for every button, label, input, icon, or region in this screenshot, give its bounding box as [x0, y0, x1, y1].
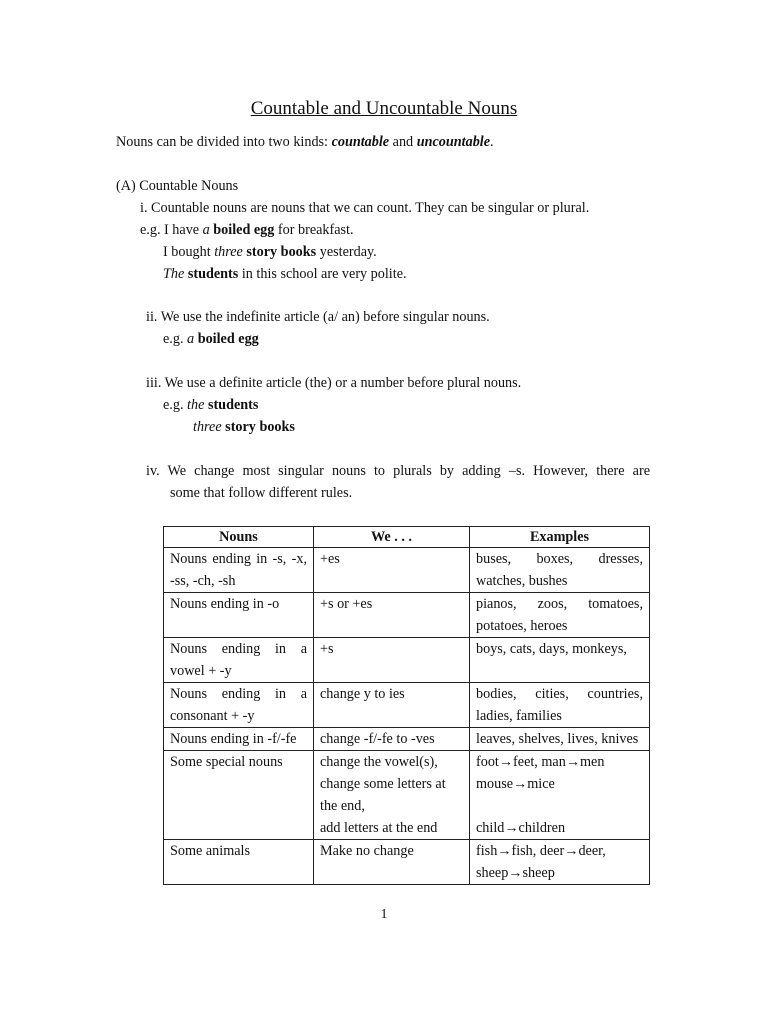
table-row: [164, 840, 650, 885]
cell-examples: [470, 751, 650, 840]
cell-nouns: Nouns ending in a vowel + -y: [164, 638, 314, 683]
example-prefix: e.g.: [163, 331, 188, 347]
cell-we: +s: [314, 638, 470, 683]
point-4-line-2: some that follow different rules.: [170, 485, 353, 501]
example-prefix: I bought: [163, 244, 215, 260]
example-noun: students: [207, 397, 259, 413]
intro-uncountable: uncountable: [416, 134, 491, 150]
cell-examples: pianos, zoos, tomatoes, potatoes, heroes: [470, 593, 650, 638]
intro-sentence: [116, 133, 494, 151]
example-article: the: [187, 397, 205, 413]
example-noun: story books: [225, 419, 295, 435]
cell-examples: fish→fish, deer→deer, sheep→sheep: [470, 840, 650, 885]
point-3-example-2: [193, 418, 295, 436]
point-3-text: iii. We use a definite article (the) or a number before plural nouns.: [146, 375, 522, 391]
cell-nouns: Nouns ending in -f/-fe: [164, 728, 314, 751]
rule-line: change the vowel(s),: [320, 754, 438, 770]
example-adjective: three: [193, 419, 222, 435]
example-noun: boiled egg: [197, 331, 259, 347]
point-2-example: [163, 330, 259, 348]
plural-rules-table: [163, 526, 650, 885]
point-1-example-3: [163, 265, 407, 283]
cell-we: +es: [314, 548, 470, 593]
table-header-row: [164, 527, 650, 548]
example-rest: for breakfast.: [274, 222, 354, 238]
intro-before: Nouns can be divided into two kinds:: [116, 134, 332, 150]
example-spacer: [476, 795, 643, 817]
cell-nouns: Nouns ending in a consonant + -y: [164, 683, 314, 728]
cell-examples: boys, cats, days, monkeys,: [470, 638, 650, 683]
table-row: [164, 638, 650, 683]
table-row: [164, 593, 650, 638]
example-prefix: e.g. I have: [140, 222, 203, 238]
cell-nouns: Some animals: [164, 840, 314, 885]
example-noun: story books: [246, 244, 317, 260]
cell-we: [314, 751, 470, 840]
intro-end: .: [490, 134, 494, 150]
table-row: [164, 751, 650, 840]
cell-examples: buses, boxes, dresses, watches, bushes: [470, 548, 650, 593]
example-line: foot→feet, man→men: [476, 754, 605, 770]
page-title: Countable and Uncountable Nouns: [250, 98, 518, 119]
table-row: [164, 728, 650, 751]
point-4-line-1: iv. We change most singular nouns to plurals by adding –s. However, there are: [146, 463, 650, 479]
example-line: child→children: [476, 820, 566, 836]
intro-countable: countable: [331, 134, 390, 150]
cell-we: change y to ies: [314, 683, 470, 728]
example-article: a: [202, 222, 210, 238]
example-article: a: [187, 331, 195, 347]
example-rest: yesterday.: [316, 244, 377, 260]
intro-mid: and: [389, 134, 417, 150]
cell-we: change -f/-fe to -ves: [314, 728, 470, 751]
rule-line: add letters at the end: [320, 820, 438, 836]
point-2-text: ii. We use the indefinite article (a/ an) before singular nouns.: [146, 309, 490, 325]
cell-we: Make no change: [314, 840, 470, 885]
point-1-example-2: [163, 243, 377, 261]
cell-nouns: Nouns ending in -s, -x, -ss, -ch, -sh: [164, 548, 314, 593]
cell-nouns: Some special nouns: [164, 751, 314, 840]
header-examples: Examples: [470, 527, 650, 548]
example-line: mouse→mice: [476, 776, 555, 792]
cell-we: +s or +es: [314, 593, 470, 638]
page-number: 1: [380, 907, 388, 922]
rule-line: change some letters at the end,: [320, 776, 446, 814]
point-3-example-1: [163, 396, 258, 414]
header-we: We . . .: [314, 527, 470, 548]
header-nouns: Nouns: [164, 527, 314, 548]
example-prefix: e.g.: [163, 397, 188, 413]
cell-examples: bodies, cities, countries, ladies, families: [470, 683, 650, 728]
example-article: The: [163, 266, 185, 282]
example-adjective: three: [214, 244, 243, 260]
example-noun: students: [187, 266, 239, 282]
point-1-text: i. Countable nouns are nouns that we can count. They can be singular or plural.: [140, 200, 590, 216]
section-a-heading: (A) Countable Nouns: [116, 178, 239, 194]
cell-examples: leaves, shelves, lives, knives: [470, 728, 650, 751]
table-row: [164, 548, 650, 593]
cell-nouns: Nouns ending in -o: [164, 593, 314, 638]
table-row: [164, 683, 650, 728]
point-1-example-1: [140, 221, 354, 239]
example-noun: boiled egg: [213, 222, 275, 238]
example-rest: in this school are very polite.: [238, 266, 407, 282]
